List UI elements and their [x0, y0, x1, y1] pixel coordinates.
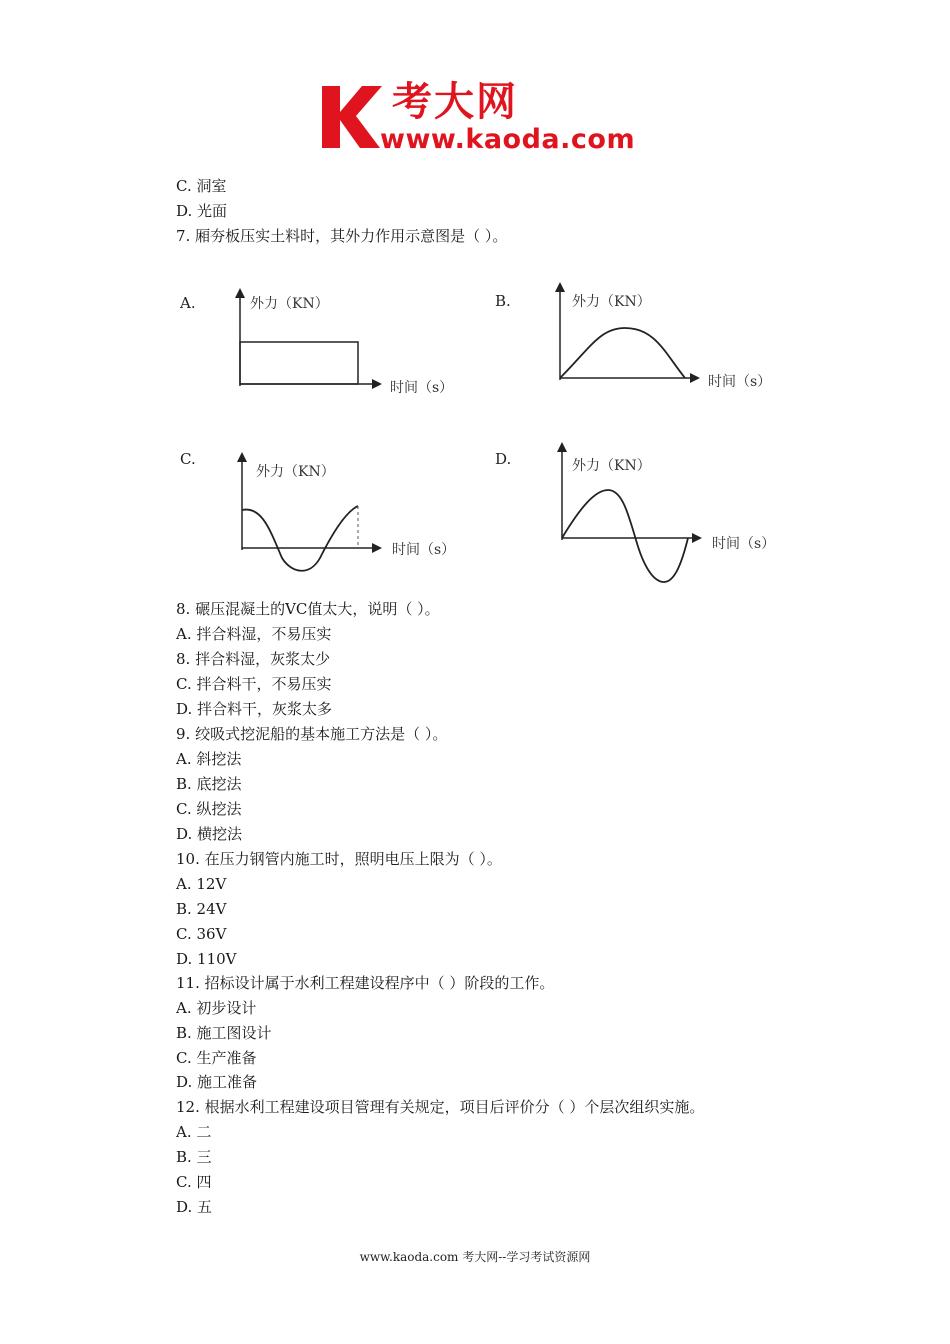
panel-a-curve	[240, 342, 358, 384]
question-line: 8. 碾压混凝土的VC值太大，说明（ ）。	[176, 600, 440, 618]
option-line: C. 四	[176, 1173, 212, 1191]
option-line: 8. 拌合料湿，灰浆太少	[176, 650, 331, 668]
force-diagram-svg	[170, 268, 810, 598]
option-line: A. 拌合料湿，不易压实	[176, 625, 332, 643]
panel-b-curve	[560, 328, 685, 378]
option-line: C. 生产准备	[176, 1049, 257, 1067]
option-line: C. 拌合料干，不易压实	[176, 675, 332, 693]
option-line: A. 斜挖法	[176, 750, 242, 768]
panel-c-y-label: 外力（KN）	[256, 464, 335, 480]
option-line: D. 五	[176, 1198, 213, 1216]
panel-c-x-label: 时间（s）	[392, 542, 456, 558]
question-line: 7. 厢夯板压实土料时，其外力作用示意图是（ ）。	[176, 227, 508, 245]
force-diagram-figure	[170, 268, 810, 598]
panel-c-label: C.	[180, 450, 196, 468]
option-line: C. 36V	[176, 925, 227, 943]
panel-a-x-label: 时间（s）	[390, 380, 454, 396]
panel-a-label: A.	[180, 294, 196, 312]
question-line: 9. 绞吸式挖泥船的基本施工方法是（ ）。	[176, 725, 448, 743]
option-line: D. 施工准备	[176, 1073, 258, 1091]
option-line: D. 横挖法	[176, 825, 243, 843]
option-line: B. 24V	[176, 900, 227, 918]
option-line: A. 12V	[176, 875, 227, 893]
kaoda-logo	[318, 78, 648, 160]
question-line: 12. 根据水利工程建设项目管理有关规定，项目后评价分（ ）个层次组织实施。	[176, 1098, 705, 1116]
option-line: A. 二	[176, 1123, 212, 1141]
option-line: D. 110V	[176, 950, 237, 968]
option-line: D. 拌合料干，灰浆太多	[176, 700, 333, 718]
question-line: 10. 在压力钢管内施工时，照明电压上限为（ ）。	[176, 850, 502, 868]
option-line: B. 三	[176, 1148, 212, 1166]
question-line: 11. 招标设计属于水利工程建设程序中（ ）阶段的工作。	[176, 974, 555, 992]
option-line: C. 纵挖法	[176, 800, 242, 818]
panel-b-x-label: 时间（s）	[708, 374, 772, 390]
panel-b-y-label: 外力（KN）	[572, 294, 651, 310]
brand-name: 考大网	[392, 79, 518, 125]
option-line: A. 初步设计	[176, 999, 257, 1017]
option-line: B. 底挖法	[176, 775, 242, 793]
panel-d-label: D.	[495, 450, 512, 468]
panel-a-y-label: 外力（KN）	[250, 296, 329, 312]
brand-url: www.kaoda.com	[380, 124, 636, 155]
panel-d-curve	[562, 490, 688, 582]
panel-b-label: B.	[495, 292, 511, 310]
panel-c-curve	[242, 506, 358, 571]
panel-d-y-label: 外力（KN）	[572, 458, 651, 474]
k-logo-icon	[318, 82, 384, 152]
panel-d-x-label: 时间（s）	[712, 536, 776, 552]
page-footer: www.kaoda.com 考大网--学习考试资源网	[359, 1250, 591, 1264]
option-line: D. 光面	[176, 202, 228, 220]
option-line: C. 洞室	[176, 177, 227, 195]
option-line: B. 施工图设计	[176, 1024, 272, 1042]
